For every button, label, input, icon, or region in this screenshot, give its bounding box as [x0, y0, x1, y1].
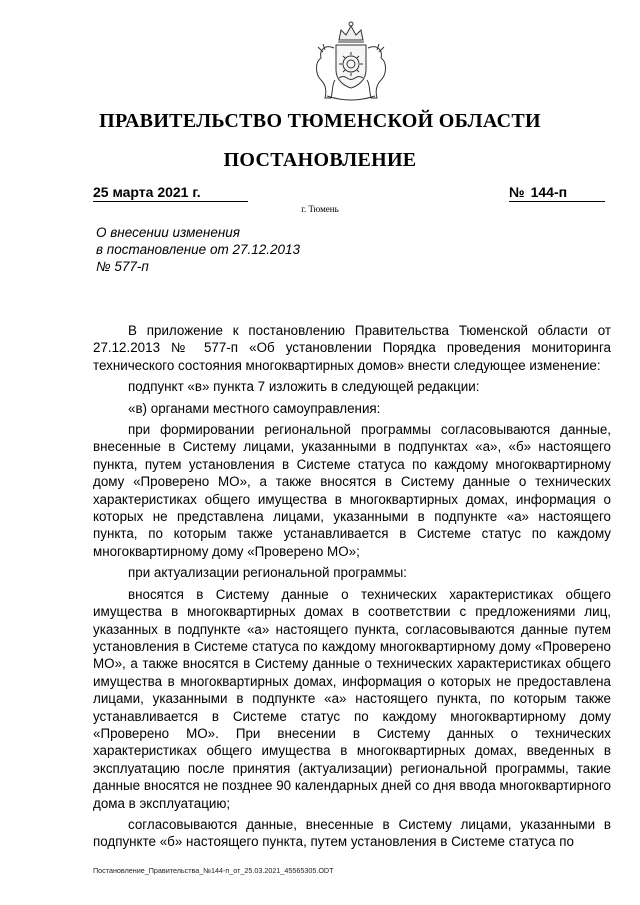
footer-file-name: Постановление_Правительства_№144-п_от_25.03.2021_45565305.ODT: [93, 866, 334, 875]
body-paragraph: подпункт «в» пункта 7 изложить в следующей редакции:: [128, 379, 480, 395]
subject-line: О внесении изменения: [96, 225, 241, 240]
number-sign: №: [509, 184, 525, 200]
body-paragraph: при актуализации региональной программы:: [128, 565, 407, 581]
subject-line: № 577-п: [96, 259, 149, 274]
body-paragraph: В приложение к постановлению Правительства Тюменской области от 27.12.2013 № 577-п «Об установлении Порядка проведения мониторинга технического состояния многоквартирных домов» внести следующее изменение:: [93, 323, 611, 373]
document-subject: [96, 224, 356, 275]
body-paragraph: согласовываются данные, внесенные в Систему лицами, указанными в подпункте «б» настоящего пункта, путем установления в Системе статуса по: [93, 816, 611, 850]
document-number-field: [509, 184, 605, 202]
body-paragraph: «в) органами местного самоуправления:: [128, 400, 381, 416]
document-body: [93, 322, 611, 855]
document-type: ПОСТАНОВЛЕНИЕ: [223, 149, 417, 171]
document-date: 25 марта 2021 г.: [93, 184, 248, 202]
government-title: ПРАВИТЕЛЬСТВО ТЮМЕНСКОЙ ОБЛАСТИ: [99, 110, 541, 132]
city-label: г. Тюмень: [301, 204, 339, 214]
coat-of-arms-icon: [301, 18, 401, 102]
body-paragraph: вносятся в Систему данные о технических характеристиках общего имущества в многоквартирных домах в соответствии с предложениями лиц, указанных в подпункте «а» настоящего пункта, согласовываются данные путем установления в Системе статуса по каждому многоквартирному дому «Проверено МО», а также вносятся в Систему данные о технических характеристиках общего имущества в многоквартирных домах, информация о которых не предоставлена лицами, указанными в подпункте «а» настоящего пункта, по которым также устанавливается в Системе статус по каждому многоквартирному дому «Проверено МО». При внесении в Систему данных о технических характеристиках общего имущества в многоквартирных домах, введенных в эксплуатацию после принятия (актуализации) региональной программы, такие данные вносятся не позднее 90 календарных дней со дня ввода многоквартирного дома в эксплуатацию;: [93, 586, 611, 811]
document-number: 144-п: [530, 184, 568, 200]
body-paragraph: при формировании региональной программы согласовываются данные, внесенные в Систему лицами, указанными в подпунктах «а», «б» настоящего пункта, путем установления в Системе статуса по каждому многоквартирному дому «Проверено МО», а также вносятся в Систему данные о технических характеристиках общего имущества в многоквартирных домах, информация о которых не представлена лицами, указанными в подпункте «а» настоящего пункта, по которым также устанавливается в Системе статус по каждому многоквартирному дому «Проверено МО»;: [93, 422, 611, 559]
subject-line: в постановление от 27.12.2013: [96, 242, 301, 257]
